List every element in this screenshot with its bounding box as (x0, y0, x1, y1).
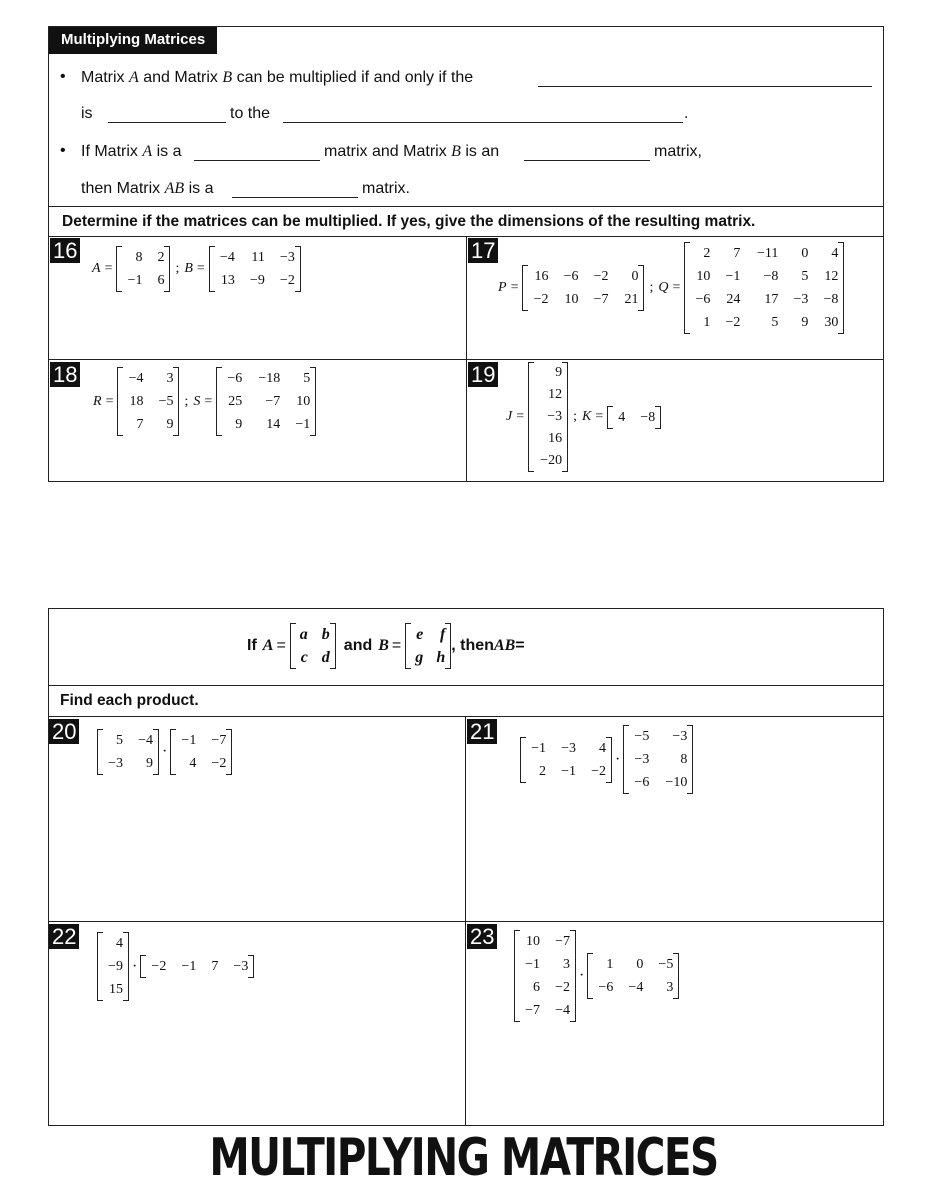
matrix-cell: g (415, 649, 424, 666)
matrix-cell: −4 (628, 980, 644, 995)
matrix-row (103, 932, 123, 955)
matrix-cell: 7 (211, 959, 219, 974)
matrix-row (103, 752, 153, 775)
matrix (209, 246, 301, 292)
matrix-label: A (92, 261, 101, 276)
matrix-cell: 5 (116, 733, 123, 748)
matrix-cell: 10 (296, 394, 311, 409)
matrix-cell: −1 (531, 740, 546, 756)
matrix-cell: 4 (116, 936, 123, 951)
problem-number-18: 18 (50, 362, 80, 387)
matrix-cell: −20 (540, 453, 563, 468)
matrix (97, 932, 129, 1001)
matrix-row (593, 953, 673, 976)
problem-19: J = 9 12 −3 16 −20 ; K = 4 −8 (506, 362, 661, 472)
matrix-cell: −8 (763, 269, 779, 284)
matrix-cell: 24 (726, 292, 741, 307)
matrix-cell: −11 (757, 246, 779, 261)
divider (465, 716, 466, 1126)
matrix (623, 725, 693, 794)
matrix-label: R (93, 393, 102, 409)
matrix-cell: 1 (606, 957, 614, 972)
bullet2-text-a: If Matrix A is a (81, 143, 182, 160)
matrix-row (296, 646, 330, 669)
matrix-row (103, 729, 153, 752)
matrix-cell: 15 (109, 982, 123, 997)
divider (466, 236, 467, 482)
matrix-cell: −7 (555, 934, 570, 949)
matrix-cell: 17 (764, 292, 779, 307)
matrix-row (593, 976, 673, 999)
matrix-cell: −7 (265, 394, 281, 409)
matrix-row (534, 428, 562, 450)
matrix-cell: 4 (831, 246, 839, 261)
matrix-row (690, 288, 838, 311)
problem-17: P = 16 −6 −2 0 −2 10 −7 21 ; Q = 2 7 −11 0 4 10 −1 −8 5 12 −6 24 17 −3 −8 1 −2 5 9 30 (498, 242, 844, 334)
matrix-cell: 4 (189, 756, 197, 771)
matrix (405, 623, 451, 669)
matrix-cell: 12 (824, 269, 839, 284)
blank-5[interactable] (524, 160, 650, 161)
matrix-cell: −1 (561, 763, 576, 779)
matrix-cell: −3 (672, 729, 688, 744)
divider (48, 921, 884, 922)
matrix-cell: −2 (211, 756, 227, 771)
matrix-cell: −18 (258, 371, 281, 386)
matrix (607, 406, 661, 429)
matrix-row (222, 390, 310, 413)
matrix-label: P (498, 280, 507, 295)
matrix (522, 265, 644, 311)
matrix-cell: 5 (771, 315, 779, 330)
matrix-row (629, 748, 687, 771)
matrix-cell: −9 (249, 273, 265, 288)
matrix-cell: 21 (624, 292, 639, 307)
matrix-cell: −1 (725, 269, 741, 284)
matrix-row (690, 242, 838, 265)
matrix-cell: −6 (695, 292, 711, 307)
bullet1-text: Matrix A and Matrix B can be multiplied if and only if the (81, 69, 474, 86)
bullet1-dot: • (60, 68, 66, 85)
matrix-row (629, 771, 687, 794)
matrix (116, 246, 170, 292)
matrix-cell: −6 (634, 775, 650, 790)
matrix-cell: −1 (127, 273, 143, 288)
matrix (528, 362, 568, 472)
blank-1[interactable] (538, 86, 872, 87)
matrix-cell: 2 (157, 250, 165, 265)
matrix-cell: d (321, 649, 330, 666)
matrix-cell: 4 (618, 409, 626, 425)
problem-number-17: 17 (468, 238, 498, 263)
matrix-row (526, 737, 606, 760)
matrix-row (520, 999, 570, 1022)
matrix-cell: −2 (725, 315, 741, 330)
matrix-cell: −3 (279, 250, 295, 265)
matrix-cell: −1 (295, 417, 311, 432)
matrix-row (534, 406, 562, 428)
matrix-cell: 2 (703, 246, 711, 261)
matrix-cell: 25 (228, 394, 243, 409)
matrix-cell: 6 (157, 273, 165, 288)
matrix-cell: 1 (703, 315, 711, 330)
problem-18: R = −4 3 18 −5 7 9 ; S = −6 −18 5 25 −7 10 9 14 −1 (93, 367, 316, 436)
matrix-row (629, 725, 687, 748)
problem-number-19: 19 (468, 362, 498, 387)
matrix-cell: 4 (599, 740, 606, 756)
matrix-label: K (582, 409, 592, 424)
matrix-cell: −8 (823, 292, 839, 307)
matrix-cell: 18 (129, 394, 144, 409)
matrix-row (122, 246, 164, 269)
matrix-row (222, 413, 310, 436)
matrix-cell: −4 (219, 250, 235, 265)
matrix-cell: −7 (211, 733, 227, 748)
matrix-row (222, 367, 310, 390)
problem-number-23: 23 (467, 924, 497, 949)
bullet1-is: is (81, 105, 93, 122)
matrix-cell: −2 (591, 763, 606, 779)
blank-6[interactable] (232, 197, 358, 198)
matrix-cell: 0 (631, 269, 639, 284)
matrix-row (520, 976, 570, 999)
matrix-row (146, 955, 248, 978)
divider (48, 716, 884, 717)
matrix-cell: 3 (166, 371, 174, 386)
matrix-label: S (193, 393, 201, 409)
matrix-label: J (506, 409, 513, 424)
matrix-cell: −7 (593, 292, 609, 307)
matrix-row (520, 930, 570, 953)
bullet2-text-c: matrix, (654, 143, 702, 160)
matrix-label: B (184, 261, 193, 276)
matrix-cell: −2 (533, 292, 549, 307)
matrix-row (176, 752, 226, 775)
matrix-cell: −6 (563, 269, 579, 284)
matrix-cell: −2 (593, 269, 609, 284)
bullet1-to-the: to the (230, 105, 271, 122)
problem-21: −1 −3 4 2 −1 −2 · −5 −3 −3 8 −6 −10 (520, 725, 693, 794)
blank-2[interactable] (108, 122, 226, 123)
matrix-cell: 9 (146, 756, 153, 771)
blank-4[interactable] (194, 160, 320, 161)
matrix-cell: −3 (561, 740, 576, 756)
matrix-cell: h (436, 649, 446, 666)
matrix-cell: c (300, 649, 308, 666)
matrix-row (103, 978, 123, 1001)
matrix-row (123, 413, 173, 436)
product-formula: If A = a b c d and B = e f g h , then AB = (247, 623, 525, 669)
matrix-cell: −5 (158, 394, 174, 409)
matrix-cell: −6 (227, 371, 243, 386)
matrix-row (526, 760, 606, 783)
matrix-cell: f (439, 626, 446, 643)
matrix-row (520, 953, 570, 976)
matrix (117, 367, 179, 436)
matrix (520, 737, 612, 783)
matrix-row (123, 390, 173, 413)
bullet2-dot: • (60, 142, 66, 159)
matrix (290, 623, 336, 669)
matrix-cell: 5 (303, 371, 311, 386)
matrix (140, 955, 254, 978)
matrix-cell: −4 (555, 1003, 570, 1018)
matrix-row (215, 246, 295, 269)
matrix-row (215, 269, 295, 292)
problem-23: 10 −7 −1 3 6 −2 −7 −4 · 1 0 −5 −6 −4 3 (514, 930, 679, 1022)
matrix-cell: 9 (235, 417, 243, 432)
matrix-row (690, 265, 838, 288)
page-title: MULTIPLYING MATRICES (209, 1128, 718, 1188)
matrix-cell: 7 (136, 417, 144, 432)
matrix-cell: 9 (801, 315, 809, 330)
matrix-row (296, 623, 330, 646)
matrix-cell: 10 (564, 292, 579, 307)
matrix-cell: 5 (801, 269, 809, 284)
matrix-cell: −3 (108, 756, 123, 771)
section2-instruction: Find each product. (60, 692, 199, 709)
matrix (170, 729, 232, 775)
matrix-cell: −4 (138, 733, 153, 748)
matrix-cell: 2 (539, 763, 546, 779)
problem-number-20: 20 (49, 719, 79, 744)
matrix-cell: 3 (563, 957, 570, 972)
divider (48, 206, 884, 207)
matrix-cell: −2 (279, 273, 295, 288)
matrix-cell: 9 (555, 365, 563, 380)
matrix-cell: a (299, 626, 308, 643)
problem-22: 4 −9 15 · −2 −1 7 −3 (97, 932, 254, 1001)
matrix-label: Q (658, 280, 669, 295)
matrix (684, 242, 844, 334)
matrix-cell: 0 (801, 246, 809, 261)
matrix-row (411, 646, 445, 669)
matrix-cell: −3 (233, 959, 249, 974)
problem-number-22: 22 (49, 924, 79, 949)
matrix-cell: 10 (526, 934, 540, 949)
matrix-row (123, 367, 173, 390)
bullet2-line2-end: matrix. (362, 180, 410, 197)
matrix-cell: 8 (680, 752, 688, 767)
matrix-cell: 6 (533, 980, 540, 995)
problem-16: A = 8 2 −1 6 ; B = −4 11 −3 13 −9 −2 (92, 246, 301, 292)
matrix-cell: 11 (251, 250, 265, 265)
matrix-cell: −9 (108, 959, 123, 974)
section1-header: Multiplying Matrices (49, 27, 217, 54)
matrix-cell: −2 (151, 959, 167, 974)
divider (48, 685, 884, 686)
matrix-cell: −3 (793, 292, 809, 307)
matrix-cell: −1 (525, 957, 540, 972)
matrix-row (122, 269, 164, 292)
matrix-cell: −3 (634, 752, 650, 767)
bullet2-line2: then Matrix AB is a (81, 180, 214, 197)
blank-3[interactable] (283, 122, 683, 123)
matrix-row (690, 311, 838, 334)
matrix-row (613, 406, 655, 429)
matrix-cell: −5 (634, 729, 650, 744)
bullet1-period: . (684, 105, 689, 122)
matrix-cell: 3 (666, 980, 674, 995)
matrix-cell: −5 (658, 957, 674, 972)
problem-20: 5 −4 −3 9 · −1 −7 4 −2 (97, 729, 232, 775)
matrix-cell: 9 (166, 417, 174, 432)
matrix-cell: 16 (548, 431, 563, 446)
matrix (587, 953, 679, 999)
matrix-cell: −1 (181, 733, 197, 748)
matrix-cell: −4 (128, 371, 144, 386)
matrix-row (411, 623, 445, 646)
matrix (216, 367, 316, 436)
matrix-row (176, 729, 226, 752)
matrix-row (528, 288, 638, 311)
matrix-cell: −8 (640, 409, 656, 425)
bullet2-text-b: matrix and Matrix B is an (324, 143, 500, 160)
matrix-row (534, 384, 562, 406)
matrix-cell: 7 (733, 246, 741, 261)
matrix-cell: −3 (547, 409, 563, 424)
problem-number-16: 16 (50, 238, 80, 263)
matrix-cell: 12 (548, 387, 563, 402)
matrix-cell: 10 (696, 269, 711, 284)
matrix-cell: 8 (135, 250, 143, 265)
problem-number-21: 21 (467, 719, 497, 744)
matrix-cell: −1 (181, 959, 197, 974)
section1-instruction: Determine if the matrices can be multiplied. If yes, give the dimensions of the resulting matrix. (62, 213, 756, 230)
matrix-cell: 0 (636, 957, 644, 972)
matrix-cell: e (416, 626, 424, 643)
matrix-row (534, 362, 562, 384)
matrix (97, 729, 159, 775)
matrix-cell: −6 (598, 980, 614, 995)
matrix-cell: 13 (220, 273, 235, 288)
matrix-cell: 30 (824, 315, 839, 330)
matrix-cell: b (321, 626, 330, 643)
matrix-cell: 16 (534, 269, 549, 284)
matrix-cell: −2 (555, 980, 570, 995)
matrix (514, 930, 576, 1022)
matrix-row (528, 265, 638, 288)
matrix-row (103, 955, 123, 978)
matrix-cell: −7 (525, 1003, 540, 1018)
matrix-cell: 14 (266, 417, 281, 432)
matrix-row (534, 450, 562, 472)
matrix-cell: −10 (665, 775, 688, 790)
